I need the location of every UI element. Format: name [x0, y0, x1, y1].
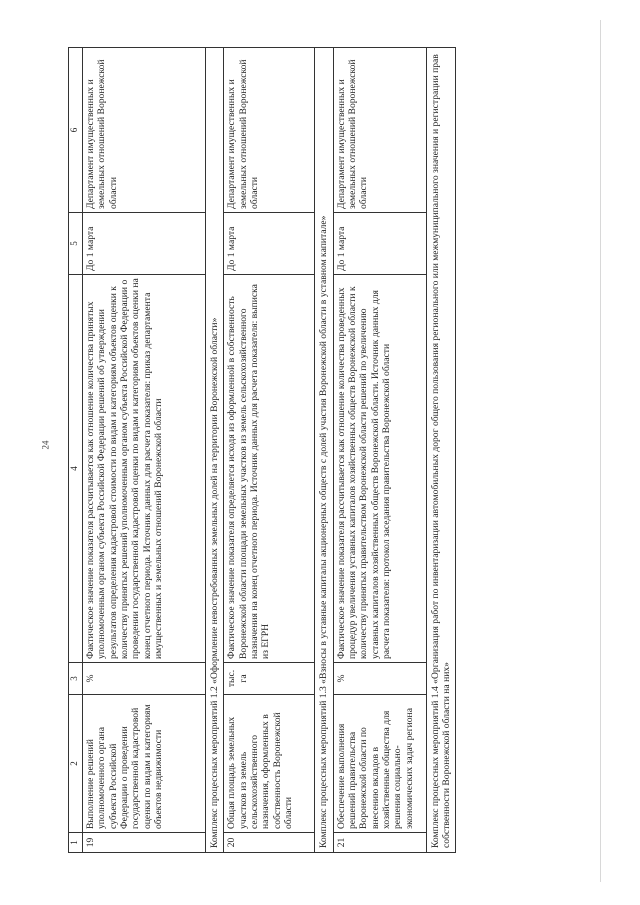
rotated-page [68, 48, 628, 853]
responsible: Департамент имущественных и земельных отношений Воронежской области [83, 48, 206, 213]
responsible: Департамент имущественных и земельных отношений Воронежской области [333, 48, 426, 213]
row-number: 21 [333, 833, 426, 853]
calculation-method: Фактическое значение показателя рассчитывается как отношение количества принятых уполномоченным органом субъекта Российской Федерации решений об утверждении результатов определения кадастровой стоимости по видам и категориям объектов оценки к количеству принятых решений уполномоченным органом субъекта Российской Федерации о проведении государственной кадастровой оценки по видам и категориям объектов оценки на конец отчетного периода. Источник данных для расчета показателя: приказ департамента имущественных и земельных отношений Воронежской области [83, 275, 206, 663]
table-row [333, 48, 426, 853]
responsible: Департамент имущественных и земельных отношений Воронежской области [224, 48, 315, 213]
deadline: До 1 марта [83, 213, 206, 275]
header-col-6: 6 [69, 48, 83, 213]
section-row [206, 48, 224, 853]
calculation-method: Фактическое значение показателя рассчитывается как отношение количества проведенных процедур увеличения уставных капиталов хозяйственных обществ Воронежской области к количеству принятых правительством Воронежской области решений по увеличению уставных капиталов хозяйственных обществ Воронежской области. Источник данных для расчета показателя: протокол заседания правительства Воронежской области [333, 275, 426, 663]
header-col-3: 3 [69, 663, 83, 695]
calculation-method: Фактическое значение показателя определяется исходя из оформленной в собственность Воронежской области площади земельных участков из земель сельскохозяйственного назначения на конец отчетного периода. Источник данных для расчета показателя: выписка из ЕГРН [224, 275, 315, 663]
header-col-4: 4 [69, 275, 83, 663]
row-number: 19 [83, 833, 206, 853]
header-col-2: 2 [69, 695, 83, 833]
header-col-1: 1 [69, 833, 83, 853]
unit: % [333, 663, 426, 695]
table-row [83, 48, 206, 853]
indicators-table [68, 47, 456, 853]
table-row [224, 48, 315, 853]
header-col-5: 5 [69, 213, 83, 275]
indicator-name: Обеспечение выполнения решений правительства Воронежской области по внесению вкладов в хозяйственные общества для решения социально-экономических задач региона [333, 695, 426, 833]
section-title: Комплекс процессных мероприятий 1.2 «Оформление невостребованных земельных долей на территории Воронежской области» [206, 48, 224, 853]
indicator-name: Выполнение решений уполномоченного органа субъекта Российской Федерации о проведении государственной кадастровой оценки по видам и категориям объектов недвижимости [83, 695, 206, 833]
deadline: До 1 марта [224, 213, 315, 275]
deadline: До 1 марта [333, 213, 426, 275]
header-row [69, 48, 83, 853]
indicator-name: Общая площадь земельных участков из земель сельскохозяйственного назначения, оформленных в собственность Воронежской области [224, 695, 315, 833]
section-row [315, 48, 333, 853]
section-title: Комплекс процессных мероприятий 1.3 «Взносы в уставные капиталы акционерных обществ с долей участия Воронежской области в уставном капитале» [315, 48, 333, 853]
row-number: 20 [224, 833, 315, 853]
unit: % [83, 663, 206, 695]
section-row [426, 48, 456, 853]
page-number: 24 [40, 440, 51, 450]
section-title: Комплекс процессных мероприятий 1.4 «Организация работ по инвентаризации автомобильных дорог общего пользования регионального или межмуниципального значения и регистрации прав собственности Воронежской области на них» [426, 48, 456, 853]
unit: тыс. га [224, 663, 315, 695]
